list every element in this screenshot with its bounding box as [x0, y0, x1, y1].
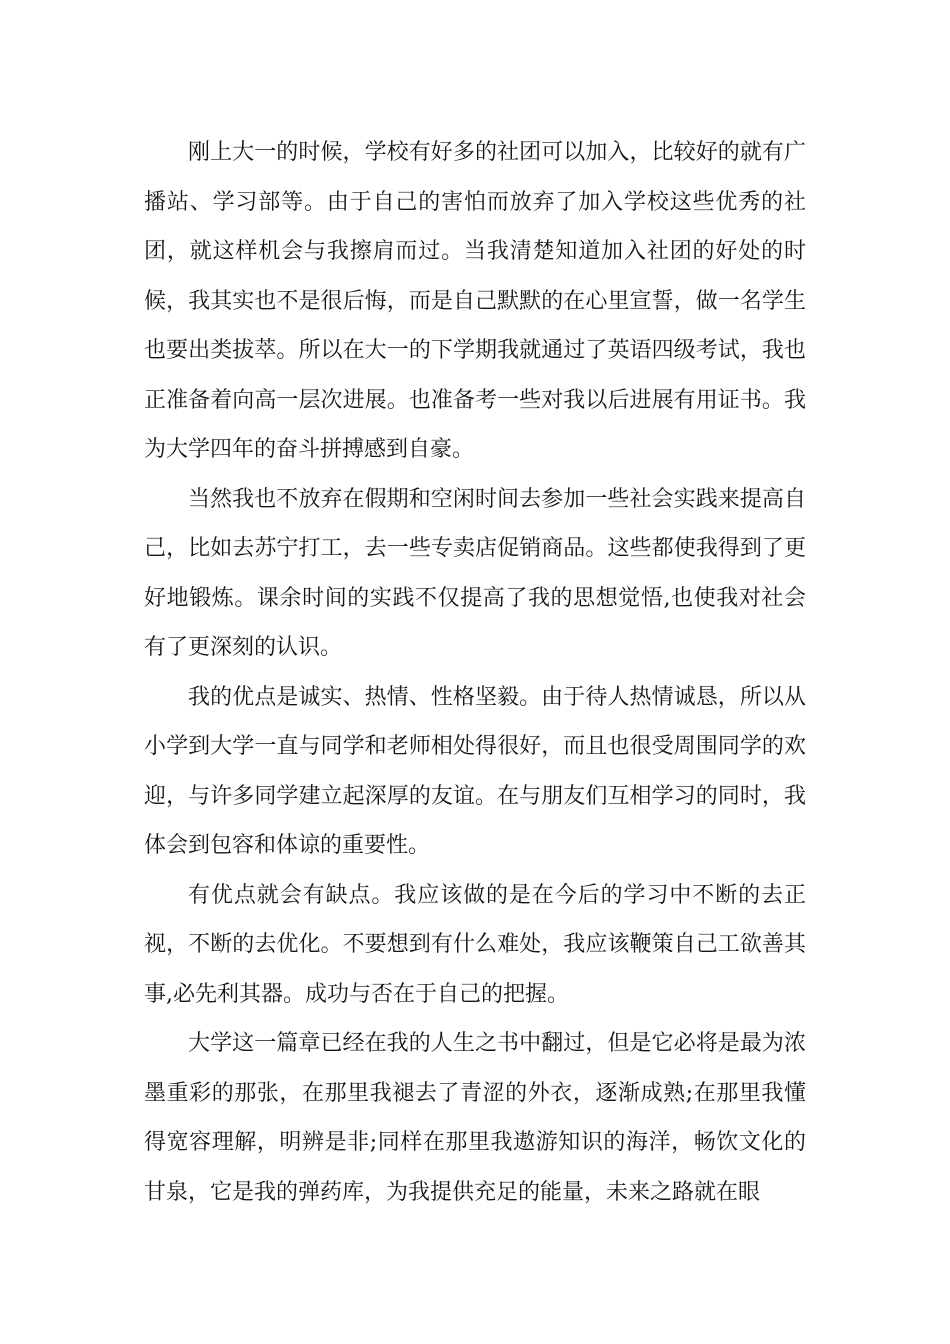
- paragraph-social-practice: 当然我也不放弃在假期和空闲时间去参加一些社会实践来提高自己，比如去苏宁打工，去一些专卖店促销商品。这些都使我得到了更好地锻炼。课余时间的实践不仅提高了我的思想觉悟,也使我对社会有了更深刻的认识。: [144, 486, 806, 660]
- document-body: [144, 128, 806, 1217]
- paragraph-club-regret: 刚上大一的时候，学校有好多的社团可以加入，比较好的就有广播站、学习部等。由于自己的害怕而放弃了加入学校这些优秀的社团，就这样机会与我擦肩而过。当我清楚知道加入社团的好处的时候，我其实也不是很后悔，而是自己默默的在心里宣誓，做一名学生也要出类拔萃。所以在大一的下学期我就通过了英语四级考试，我也正准备着向高一层次进展。也准备考一些对我以后进展有用证书。我为大学四年的奋斗拼搏感到自豪。: [144, 140, 806, 462]
- paragraph-weaknesses: 有优点就会有缺点。我应该做的是在今后的学习中不断的去正视，不断的去优化。不要想到有什么难处，我应该鞭策自己工欲善其事,必先利其器。成功与否在于自己的把握。: [144, 882, 806, 1007]
- paragraph-strengths: 我的优点是诚实、热情、性格坚毅。由于待人热情诚恳，所以从小学到大学一直与同学和老师相处得很好，而且也很受周围同学的欢迎，与许多同学建立起深厚的友谊。在与朋友们互相学习的同时，我体会到包容和体谅的重要性。: [144, 684, 806, 858]
- paragraph-college-chapter: 大学这一篇章已经在我的人生之书中翻过，但是它必将是最为浓墨重彩的那张，在那里我褪去了青涩的外衣，逐渐成熟;在那里我懂得宽容理解，明辨是非;同样在那里我遨游知识的海洋，畅饮文化的甘泉，它是我的弹药库，为我提供充足的能量，未来之路就在眼: [144, 1031, 806, 1205]
